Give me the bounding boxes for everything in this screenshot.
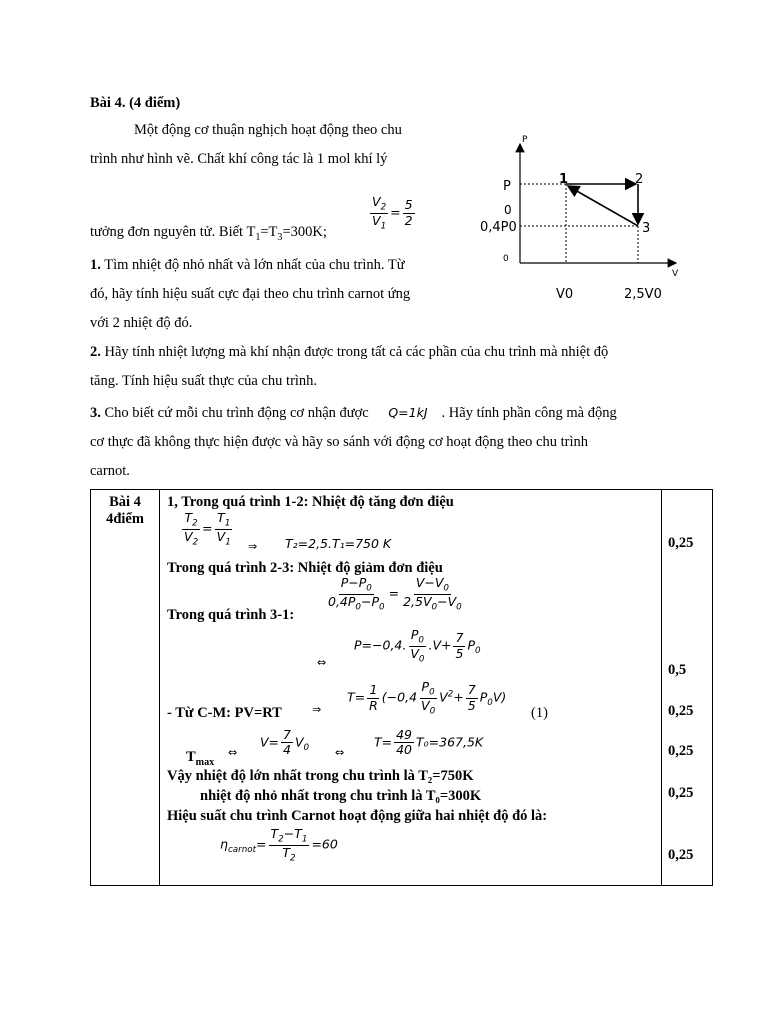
v0-label: V0	[556, 287, 574, 300]
step1-title: 1, Trong quá trình 1-2: Nhiệt độ tăng đơn điệu	[167, 494, 454, 510]
solution-cell: 1, Trong quá trình 1-2: Nhiệt độ tăng đơn điệu $\frac{T_2}{V_2}$ = $\frac{T_1}{V_1}$ ⇒ T₂=2,5.T₁=750 K Trong quá trình 2-3: Nhiệt độ giảm đơn điệu $\frac{P-P_0}{0,4P_0-P_0}$ = $\frac{V-V_0}{2,5V_0-V_0}$ Trong quá trình 3-1: ⇔ P=−0,4. $\frac{P_0}{V_0}$ .V+ $\frac{7}{5}$ $P_0$ T= $\frac{1}{R}$ (−0,4 $\frac{P_0}{V_0}$ $V^2+$ $\frac{7}{5}$ $P_0V$) - Từ C-M: PV=RT ⇒ (1) $T_{max}$ ⇔ V= $\frac{7}{4}$ $V_0$ ⇔ T= $\frac{49}{40}$ T₀=367,5K Vậy nhiệt độ lớn nhất trong chu trình là T₂=750K nhiệt độ nhỏ nhất trong chu trình là T₀=300K Hiệu suất chu trình Carnot hoạt động giữa hai nhiệt độ đó là: $\eta_{carnot}=$ $\frac{T_2-T_1}{T_2}$ =60	[160, 490, 662, 886]
line-equation: $\frac{P-P_0}{0,4P_0-P_0}$ = $\frac{V-V_0}{2,5V_0-V_0}$	[328, 575, 462, 613]
origin-label: 0	[503, 254, 509, 264]
step2-title: Trong quá trình 2-3: Nhiệt độ giảm đơn điệu	[167, 560, 443, 576]
pressure-expression: P=−0,4. $\frac{P_0}{V_0}$ .V+ $\frac{7}{5}$ $P_0$	[354, 627, 481, 665]
score-3: 0,25	[668, 703, 694, 719]
step3-title: Trong quá trình 3-1:	[167, 607, 295, 623]
question-2: 2. Hãy tính nhiệt lượng mà khí nhận được trong tất cả các phần của chu trình mà nhiệt độ tăng. Tính hiệu suất thực của chu trình.	[90, 344, 609, 389]
point-1-label: 1	[559, 172, 569, 187]
step1-result: T₂=2,5.T₁=750 K	[285, 536, 392, 551]
tmax-volume: V= $\frac{7}{4}$ $V_0$	[260, 727, 310, 758]
problem-heading: Bài 4. (4 điểm)	[90, 95, 181, 111]
v25-label: 2,5V0	[624, 287, 662, 300]
question-3: 3. Cho biết cứ mỗi chu trình động cơ nhận được Q=1kJ . Hãy tính phần công mà động cơ thực đã không thực hiện được và hãy so sánh với động cơ hoạt động theo chu trình carnot.	[90, 405, 617, 479]
cm-equation: - Từ C-M: PV=RT	[167, 705, 282, 721]
pv-diagram	[470, 130, 690, 300]
tmax-temperature: T= $\frac{49}{40}$ T₀=367,5K	[374, 727, 484, 758]
score-1: 0,25	[668, 535, 694, 551]
v-axis-label: V	[672, 269, 679, 279]
score-6: 0,25	[668, 847, 694, 863]
heat-value: Q=1kJ	[388, 405, 428, 420]
tmax-label: $T_{max}$	[186, 749, 215, 768]
conclusion-max: Vậy nhiệt độ lớn nhất trong chu trình là T₂=750K	[167, 768, 474, 784]
score-5: 0,25	[668, 785, 694, 801]
volume-ratio-formula: $\frac{V_2}{V_1}$ = $\frac{5}{2}$	[372, 194, 413, 232]
score-2: 0,5	[668, 662, 687, 678]
equation-number: (1)	[531, 705, 548, 721]
intro-line-2: trình như hình vẽ. Chất khí công tác là 1 mol khí lý	[90, 151, 388, 167]
carnot-efficiency: $\eta_{carnot}=$ $\frac{T_2-T_1}{T_2}$ =60	[220, 826, 338, 864]
question-1: 1. Tìm nhiệt độ nhỏ nhất và lớn nhất của chu trình. Từ đó, hãy tính hiệu suất cực đại theo chu trình carnot ứng với 2 nhiệt độ đó.	[90, 257, 411, 331]
score-cell	[662, 490, 713, 886]
p04-label: 0,4P0	[480, 220, 517, 235]
process-3-1	[568, 186, 638, 226]
problem-cell: Bài 4 4điểm	[91, 490, 160, 886]
conclusion-min: nhiệt độ nhỏ nhất trong chu trình là T₀=300K	[200, 788, 482, 804]
p-axis-label: P	[522, 135, 528, 145]
point-2-label: 2	[635, 172, 644, 187]
p-zero-label: 0	[504, 203, 512, 217]
point-3-label: 3	[642, 221, 651, 236]
answer-table	[90, 489, 713, 886]
temperature-expression: T= $\frac{1}{R}$ (−0,4 $\frac{P_0}{V_0}$ $V^2+$ $\frac{7}{5}$ $P_0V$)	[347, 679, 507, 717]
intro-line-1: Một động cơ thuận nghịch hoạt động theo chu	[134, 122, 402, 138]
p-label: P	[503, 179, 511, 194]
intro-line-3: tưởng đơn nguyên tử. Biết $T_1=T_3=300K$;	[90, 224, 327, 243]
step1-ratio: $\frac{T_2}{V_2}$ = $\frac{T_1}{V_1}$	[184, 510, 231, 548]
problem-intro	[90, 116, 460, 174]
score-4: 0,25	[668, 743, 694, 759]
efficiency-title: Hiệu suất chu trình Carnot hoạt động giữa hai nhiệt độ đó là:	[167, 808, 548, 824]
